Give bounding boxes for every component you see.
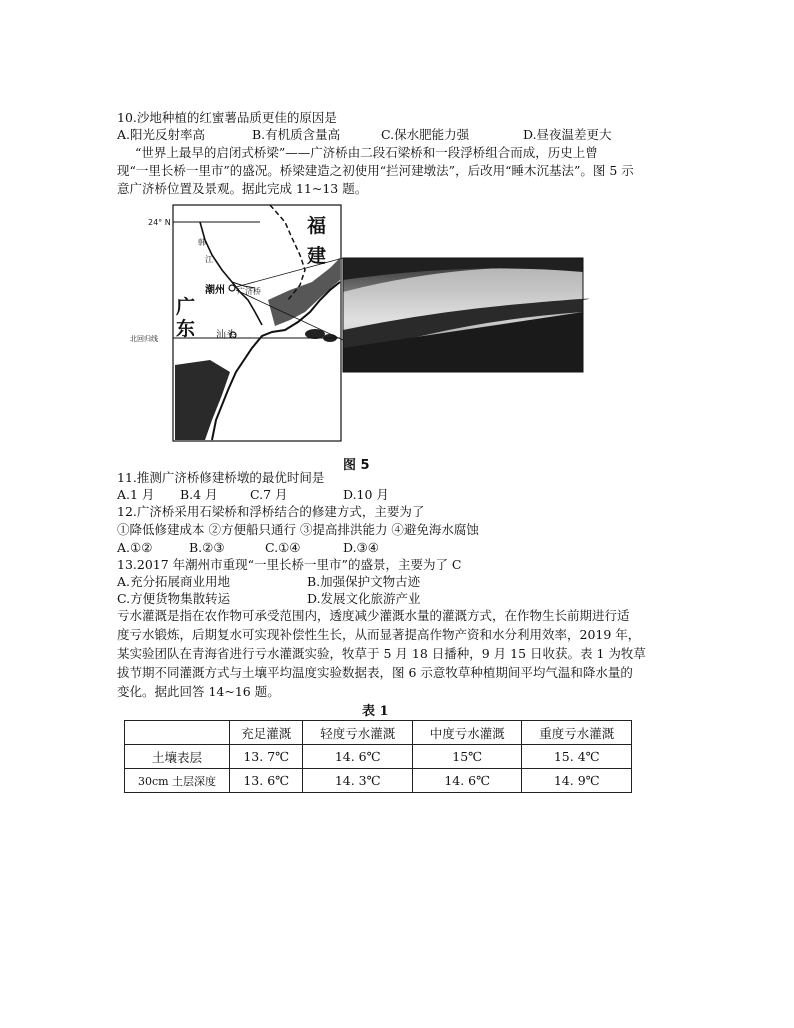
tropic-label: 北回归线	[130, 335, 158, 343]
q13-option-a: A.充分拓展商业用地	[117, 574, 231, 589]
table-row	[125, 769, 632, 793]
intro2-line4: 拔节期不同灌溉方式与土壤平均温度实验数据表，图 6 示意牧草种植期间平均气温和降水量的	[117, 665, 633, 680]
q12-option-c: C.①④	[265, 540, 301, 555]
intro1-line1: “世界上最早的启闭式桥梁”——广济桥由二段石梁桥和一段浮桥组合而成，历史上曾	[135, 145, 598, 160]
fujian-label-2: 建	[307, 245, 327, 267]
table-cell: 14. 6℃	[412, 769, 522, 793]
table-header-row	[125, 721, 632, 745]
bridge-label: 广济桥	[237, 287, 261, 296]
q12-items: ①降低修建成本 ②方便船只通行 ③提高排洪能力 ④避免海水腐蚀	[117, 522, 479, 537]
intro2-line3: 某实验团队在青海省进行亏水灌溉实验，牧草于 5 月 18 日播种，9 月 15 日收获。表 1 为牧草	[117, 646, 646, 661]
q11-option-c: C.7 月	[250, 487, 288, 502]
han-river-label-1: 韩	[198, 238, 206, 247]
guangdong-label-1: 广	[176, 296, 196, 318]
q13-option-c: C.方便货物集散转运	[117, 591, 231, 606]
table-header-cell	[125, 721, 230, 745]
q11-stem: 11.推测广济桥修建桥墩的最优时间是	[117, 470, 325, 485]
table-1-title: 表 1	[362, 704, 389, 719]
intro2-line2: 度亏水锻炼，后期复水可实现补偿性生长，从而显著提高作物产资和水分利用效率，2019 年，	[117, 627, 641, 642]
han-river-label-2: 江	[205, 255, 213, 264]
table-header-cell: 轻度亏水灌溉	[303, 721, 413, 745]
table-cell: 14. 9℃	[522, 769, 632, 793]
q12-option-b: B.②③	[189, 540, 225, 555]
intro2-line1: 亏水灌溉是指在农作物可承受范围内，透度减少灌溉水量的灌溉方式，在作物生长前期进行适	[117, 608, 630, 623]
q13-option-b: B.加强保护文物古迹	[307, 574, 421, 589]
q10-option-d: D.昼夜温差更大	[523, 127, 612, 142]
map-panel	[130, 205, 343, 441]
guangdong-label-2: 东	[176, 318, 196, 340]
bridge-photo	[343, 258, 589, 372]
table-cell: 13. 6℃	[230, 769, 303, 793]
q11-option-d: D.10 月	[343, 487, 389, 502]
table-header-cell: 重度亏水灌溉	[522, 721, 632, 745]
figure-5	[0, 0, 794, 470]
lat-label: 24° N	[148, 218, 171, 227]
q10-option-c: C.保水肥能力强	[381, 127, 470, 142]
table-cell: 15. 4℃	[522, 745, 632, 769]
intro1-line2: 现“一里长桥一里市”的盛况。桥梁建造之初使用“拦河建墩法”，后改用“睡木沉基法”。图 5 示	[117, 163, 634, 178]
table-header-cell: 中度亏水灌溉	[412, 721, 522, 745]
table-cell: 14. 3℃	[303, 769, 413, 793]
intro1-line3: 意广济桥位置及景观。据此完成 11~13 题。	[117, 181, 368, 196]
q11-option-a: A.1 月	[117, 487, 155, 502]
q12-stem: 12.广济桥采用石梁桥和浮桥结合的修建方式，主要为了	[117, 504, 425, 519]
table-row-label: 土壤表层	[125, 745, 230, 769]
figure-5-caption: 图 5	[343, 458, 370, 473]
q12-option-a: A.①②	[117, 540, 153, 555]
chaozhou-marker	[229, 285, 235, 291]
intro2-line5: 变化。据此回答 14~16 题。	[117, 684, 280, 699]
table-cell: 15℃	[412, 745, 522, 769]
q13-option-d: D.发展文化旅游产业	[307, 591, 421, 606]
q10-option-b: B.有机质含量高	[252, 127, 341, 142]
q10-stem: 10.沙地种植的红蜜薯品质更佳的原因是	[117, 110, 337, 125]
fujian-label-1: 福	[307, 215, 327, 237]
table-row-label: 30cm 土层深度	[125, 769, 230, 793]
table-1	[124, 720, 632, 793]
shantou-label: 汕头	[216, 330, 236, 341]
q10-option-a: A.阳光反射率高	[117, 127, 206, 142]
chaozhou-label: 潮州	[205, 285, 225, 296]
table-row	[125, 745, 632, 769]
q13-stem: 13.2017 年潮州市重现“一里长桥一里市”的盛景，主要为了 C	[117, 557, 462, 572]
q12-option-d: D.③④	[343, 540, 379, 555]
table-cell: 14. 6℃	[303, 745, 413, 769]
table-cell: 13. 7℃	[230, 745, 303, 769]
table-header-cell: 充足灌溉	[230, 721, 303, 745]
q11-option-b: B.4 月	[180, 487, 218, 502]
